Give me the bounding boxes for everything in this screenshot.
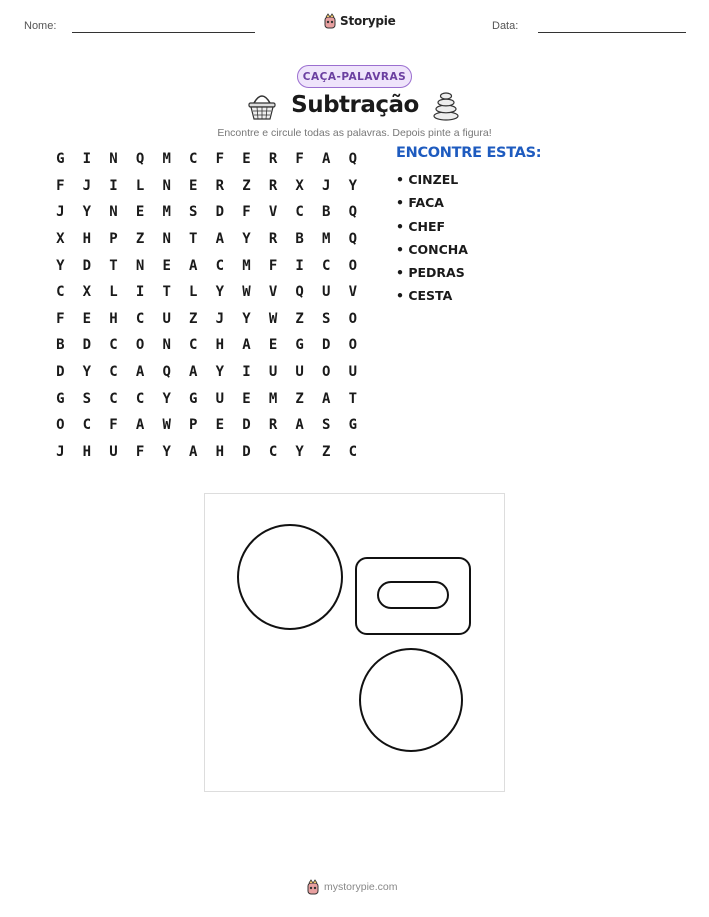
grid-letter[interactable]: Q	[295, 284, 304, 301]
grid-letter[interactable]: Y	[162, 390, 171, 407]
grid-letter[interactable]: Q	[135, 151, 145, 168]
grid-letter[interactable]: C	[135, 390, 145, 407]
grid-letter[interactable]: D	[322, 337, 331, 354]
grid-letter[interactable]: A	[295, 417, 304, 434]
grid-row	[47, 439, 366, 466]
word-list-title: ENCONTRE ESTAS:	[396, 145, 542, 161]
grid-letter[interactable]: Q	[348, 231, 358, 248]
grid-letter[interactable]: C	[295, 204, 304, 221]
grid-letter[interactable]: C	[215, 257, 225, 274]
grid-letter[interactable]: O	[322, 364, 331, 381]
grid-letter[interactable]: Y	[215, 284, 225, 301]
grid-letter[interactable]: N	[162, 337, 171, 354]
grid-letter[interactable]: Y	[242, 231, 251, 248]
rounded-rectangle-shape[interactable]	[356, 558, 470, 634]
grid-letter[interactable]: G	[189, 390, 198, 407]
storypie-mascot-icon	[323, 13, 337, 29]
grid-letter[interactable]: C	[189, 337, 198, 354]
storypie-mascot-icon	[306, 879, 320, 895]
grid-letter[interactable]: F	[56, 310, 65, 327]
grid-letter[interactable]: E	[268, 337, 278, 354]
grid-letter[interactable]: B	[295, 231, 304, 248]
grid-letter[interactable]: S	[322, 417, 331, 434]
grid-letter[interactable]: C	[135, 310, 145, 327]
grid-letter[interactable]: R	[215, 177, 225, 194]
grid-letter[interactable]: A	[215, 231, 225, 248]
grid-letter[interactable]: V	[348, 284, 358, 301]
grid-letter[interactable]: Y	[295, 443, 304, 460]
instructions: Encontre e circule todas as palavras. Depois pinte a figura!	[217, 127, 492, 139]
grid-letter[interactable]: N	[109, 151, 118, 168]
left-circle-shape[interactable]	[238, 525, 342, 629]
grid-letter[interactable]: H	[215, 337, 225, 354]
word-list-item: • CHEF	[396, 218, 446, 234]
grid-letter[interactable]: U	[215, 390, 225, 407]
date-label: Data:	[492, 20, 519, 32]
grid-letter[interactable]: Z	[242, 177, 251, 194]
grid-row	[47, 252, 366, 279]
grid-letter[interactable]: D	[82, 257, 92, 274]
grid-letter[interactable]: F	[242, 204, 251, 221]
grid-letter[interactable]: I	[242, 364, 251, 381]
grid-letter[interactable]: L	[109, 284, 118, 301]
word-list-item: • CONCHA	[396, 241, 468, 257]
grid-letter[interactable]: U	[109, 443, 118, 460]
grid-letter[interactable]: N	[162, 231, 171, 248]
grid-letter[interactable]: M	[162, 151, 171, 168]
grid-letter[interactable]: C	[322, 257, 331, 274]
grid-letter[interactable]: Z	[295, 310, 304, 327]
grid-letter[interactable]: N	[109, 204, 118, 221]
grid-letter[interactable]: P	[189, 417, 198, 434]
grid-letter[interactable]: E	[162, 257, 171, 274]
grid-letter[interactable]: A	[189, 257, 198, 274]
grid-row	[47, 359, 366, 386]
grid-letter[interactable]: B	[56, 337, 65, 354]
grid-letter[interactable]: E	[135, 204, 145, 221]
grid-letter[interactable]: O	[56, 417, 65, 434]
grid-letter[interactable]: H	[82, 231, 92, 248]
grid-letter[interactable]: H	[215, 443, 225, 460]
grid-letter[interactable]: F	[215, 151, 225, 168]
grid-letter[interactable]: X	[295, 177, 304, 194]
brand-logo	[323, 13, 396, 29]
grid-letter[interactable]: Y	[56, 257, 65, 274]
grid-letter[interactable]: X	[56, 231, 65, 248]
grid-letter[interactable]: G	[56, 390, 65, 407]
grid-letter[interactable]: Y	[82, 364, 92, 381]
grid-letter[interactable]: D	[242, 417, 251, 434]
word-list-item: • FACA	[396, 195, 444, 211]
grid-letter[interactable]: R	[268, 177, 278, 194]
grid-letter[interactable]: C	[56, 284, 65, 301]
coloring-figure[interactable]	[204, 493, 505, 792]
brand-name: Storypie	[340, 14, 396, 28]
grid-letter[interactable]: Q	[348, 204, 358, 221]
grid-row	[47, 279, 366, 306]
grid-letter[interactable]: P	[109, 231, 118, 248]
grid-letter[interactable]: D	[56, 364, 65, 381]
grid-letter[interactable]: W	[268, 310, 278, 327]
grid-letter[interactable]: G	[56, 151, 65, 168]
grid-letter[interactable]: R	[268, 231, 278, 248]
grid-letter[interactable]: Z	[322, 443, 331, 460]
grid-letter[interactable]: O	[348, 257, 358, 274]
grid-letter[interactable]: S	[82, 390, 92, 407]
grid-letter[interactable]: A	[135, 364, 145, 381]
grid-letter[interactable]: C	[82, 417, 92, 434]
grid-letter[interactable]: M	[322, 231, 331, 248]
grid-letter[interactable]: E	[82, 310, 92, 327]
grid-letter[interactable]: A	[322, 151, 331, 168]
grid-letter[interactable]: I	[82, 151, 92, 168]
grid-letter[interactable]: Q	[162, 364, 171, 381]
grid-letter[interactable]: U	[322, 284, 331, 301]
grid-letter[interactable]: Z	[189, 310, 198, 327]
grid-row	[47, 306, 366, 333]
grid-letter[interactable]: W	[162, 417, 171, 434]
grid-letter[interactable]: I	[109, 177, 118, 194]
name-line	[72, 32, 255, 33]
grid-letter[interactable]: D	[215, 204, 225, 221]
page-title: Subtração	[291, 92, 419, 118]
grid-letter[interactable]: O	[348, 337, 358, 354]
grid-letter[interactable]: J	[82, 177, 92, 194]
grid-letter[interactable]: V	[268, 204, 278, 221]
worksheet-type-badge: CAÇA-PALAVRAS	[297, 65, 412, 88]
bottom-circle-shape[interactable]	[360, 649, 462, 751]
grid-letter[interactable]: C	[348, 443, 358, 460]
grid-letter[interactable]: T	[189, 231, 198, 248]
name-label: Nome:	[24, 20, 57, 32]
grid-letter[interactable]: H	[82, 443, 92, 460]
grid-letter[interactable]: Z	[295, 390, 304, 407]
grid-letter[interactable]: F	[295, 151, 304, 168]
grid-letter[interactable]: A	[189, 443, 198, 460]
grid-letter[interactable]: N	[135, 257, 145, 274]
grid-letter[interactable]: M	[242, 257, 251, 274]
grid-letter[interactable]: A	[135, 417, 145, 434]
grid-letter[interactable]: I	[135, 284, 145, 301]
grid-row	[47, 385, 366, 412]
grid-letter[interactable]: Y	[82, 204, 92, 221]
grid-letter[interactable]: A	[322, 390, 331, 407]
footer	[306, 879, 398, 895]
shapes-drawing[interactable]	[205, 494, 504, 791]
grid-letter[interactable]: E	[215, 417, 225, 434]
grid-letter[interactable]: Y	[162, 443, 171, 460]
date-line	[538, 32, 686, 33]
word-list-item: • PEDRAS	[396, 265, 465, 281]
grid-row	[47, 226, 366, 253]
grid-letter[interactable]: M	[162, 204, 171, 221]
grid-letter[interactable]: H	[109, 310, 118, 327]
grid-letter[interactable]: J	[56, 204, 65, 221]
grid-row	[47, 332, 366, 359]
grid-letter[interactable]: W	[242, 284, 251, 301]
word-list-item: • CINZEL	[396, 172, 459, 187]
grid-letter[interactable]: T	[162, 284, 171, 301]
grid-letter[interactable]: G	[348, 417, 358, 434]
word-search-grid[interactable]	[47, 146, 366, 465]
grid-letter[interactable]: U	[162, 310, 171, 327]
grid-letter[interactable]: C	[109, 337, 118, 354]
word-list	[396, 172, 468, 312]
grid-row	[47, 199, 366, 226]
grid-letter[interactable]: V	[268, 284, 278, 301]
grid-letter[interactable]: U	[268, 364, 278, 381]
grid-letter[interactable]: U	[348, 364, 358, 381]
grid-letter[interactable]: C	[109, 364, 118, 381]
grid-letter[interactable]: D	[242, 443, 251, 460]
footer-url[interactable]: mystorypie.com	[324, 881, 398, 893]
grid-letter[interactable]: O	[135, 337, 145, 354]
grid-letter[interactable]: C	[109, 390, 118, 407]
grid-letter[interactable]: Y	[348, 177, 358, 194]
grid-letter[interactable]: L	[189, 284, 198, 301]
grid-row	[47, 146, 366, 173]
grid-letter[interactable]: I	[295, 257, 304, 274]
grid-letter[interactable]: R	[268, 417, 278, 434]
basket-icon	[246, 91, 278, 121]
grid-letter[interactable]: F	[56, 177, 65, 194]
grid-letter[interactable]: E	[242, 151, 251, 168]
grid-letter[interactable]: F	[268, 257, 278, 274]
grid-letter[interactable]: F	[135, 443, 145, 460]
grid-letter[interactable]: Z	[135, 231, 145, 248]
grid-letter[interactable]: T	[109, 257, 118, 274]
grid-letter[interactable]: X	[82, 284, 92, 301]
grid-letter[interactable]: J	[56, 443, 65, 460]
stone-stack-icon	[432, 89, 460, 121]
grid-row	[47, 173, 366, 200]
grid-letter[interactable]: A	[242, 337, 251, 354]
grid-letter[interactable]: R	[268, 151, 278, 168]
grid-letter[interactable]: A	[189, 364, 198, 381]
grid-letter[interactable]: N	[162, 177, 171, 194]
grid-letter[interactable]: B	[322, 204, 331, 221]
grid-letter[interactable]: Q	[348, 151, 358, 168]
grid-letter[interactable]: Y	[242, 310, 251, 327]
grid-letter[interactable]: S	[322, 310, 331, 327]
grid-letter[interactable]: T	[348, 390, 358, 407]
grid-letter[interactable]: F	[109, 417, 118, 434]
inner-pill-shape[interactable]	[378, 582, 448, 608]
grid-letter[interactable]: D	[82, 337, 92, 354]
grid-letter[interactable]: J	[322, 177, 331, 194]
grid-letter[interactable]: G	[295, 337, 304, 354]
grid-letter[interactable]: Y	[215, 364, 225, 381]
grid-letter[interactable]: L	[135, 177, 145, 194]
grid-letter[interactable]: E	[189, 177, 198, 194]
grid-letter[interactable]: E	[242, 390, 251, 407]
grid-letter[interactable]: C	[189, 151, 198, 168]
grid-letter[interactable]: S	[189, 204, 198, 221]
grid-letter[interactable]: U	[295, 364, 304, 381]
grid-letter[interactable]: C	[268, 443, 278, 460]
word-list-item: • CESTA	[396, 288, 453, 304]
grid-letter[interactable]: M	[268, 390, 278, 407]
grid-letter[interactable]: J	[215, 310, 225, 327]
grid-row	[47, 412, 366, 439]
grid-letter[interactable]: O	[348, 310, 358, 327]
